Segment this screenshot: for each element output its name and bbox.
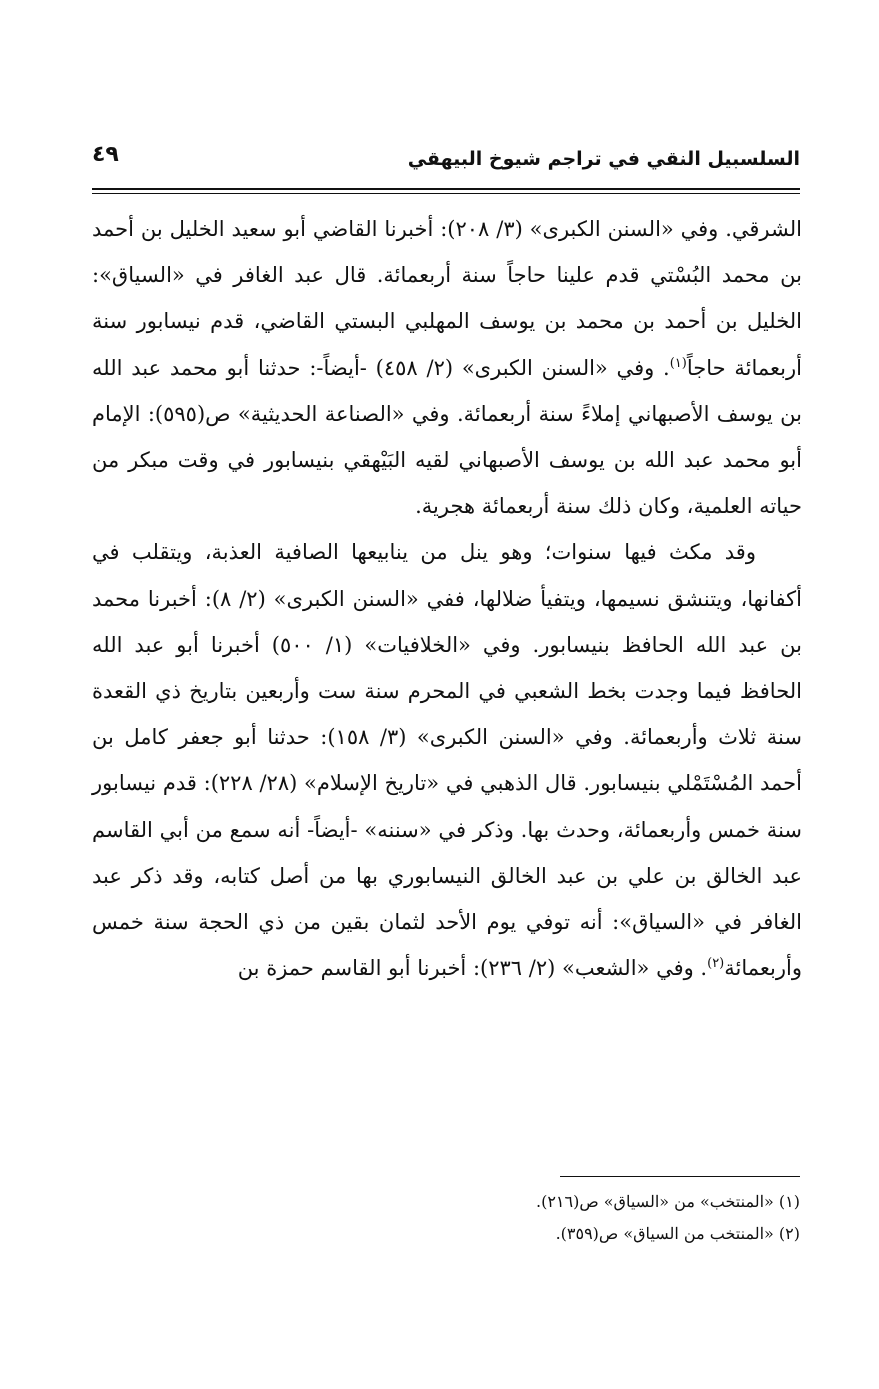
footnote-reference-2: (٢) — [707, 956, 725, 972]
paragraph-1 — [92, 206, 802, 529]
page-number: ٤٩ — [92, 142, 119, 167]
book-title: السلسبيل النقي في تراجم شيوخ البيهقي — [407, 148, 800, 170]
paragraph-1-text-a: الشرقي. وفي «السنن الكبرى» (٣/ ٢٠٨): أخبرنا القاضي أبو سعيد الخليل بن أحمد بن محمد البُسْتي قدم علينا حاجاً سنة أربعمائة. قال عبد الغافر في «السياق»: الخليل بن أحمد بن محمد بن يوسف المهلبي البستي القاضي، قدم نيسابور سنة أربعمائة حاجاً — [92, 217, 802, 380]
footnote-separator — [560, 1176, 800, 1177]
running-header — [92, 142, 800, 186]
paragraph-1-text-b: . وفي «السنن الكبرى» (٢/ ٤٥٨) -أيضاً-: حدثنا أبو محمد عبد الله بن يوسف الأصبهاني إملاءً سنة أربعمائة. وفي «الصناعة الحديثية» ص(٥٩٥): الإمام أبو محمد عبد الله بن يوسف الأصبهاني لقيه البَيْهقي بنيسابور في وقت مبكر من حياته العلمية، وكان ذلك سنة أربعمائة هجرية. — [92, 355, 803, 519]
paragraph-2-text-b: . وفي «الشعب» (٢/ ٢٣٦): أخبرنا أبو القاسم حمزة بن — [237, 956, 708, 981]
header-rule-thin — [92, 193, 800, 194]
footnote-2: (٢) «المنتخب من السياق» ص(٣٥٩). — [555, 1224, 800, 1243]
header-rule — [92, 188, 800, 190]
main-text — [92, 206, 802, 991]
footnote-1: (١) «المنتخب» من «السياق» ص(٢١٦). — [535, 1192, 800, 1211]
footnote-reference-1: (١) — [669, 355, 687, 371]
footnotes — [300, 1186, 800, 1250]
paragraph-2-text-a: وقد مكث فيها سنوات؛ وهو ينل من ينابيعها الصافية العذبة، ويتقلب في أكفانها، ويتنشق نسيمها، ويتفيأ ضلالها، ففي «السنن الكبرى» (٢/ ٨): أخبرنا محمد بن عبد الله الحافظ بنيسابور. وفي «الخلافيات» (١/ ٥٠٠) أخبرنا أبو عبد الله الحافظ فيما وجدت بخط الشعبي في المحرم سنة ست وأربعين بتاريخ ذي القعدة سنة ثلاث وأربعمائة. وفي «السنن الكبرى» (٣/ ١٥٨): حدثنا أبو جعفر كامل بن أحمد المُسْتَمْلي بنيسابور. قال الذهبي في «تاريخ الإسلام» (٢٨/ ٢٢٨): قدم نيسابور سنة خمس وأربعمائة، وحدث بها. وذكر في «سننه» -أيضاً- أنه سمع من أبي القاسم عبد الخالق بن علي بن عبد الخالق النيسابوري بها من أصل كتابه، وقد ذكر عبد الغافر في «السياق»: أنه توفي يوم الأحد لثمان بقين من ذي الحجة سنة خمس وأربعمائة — [92, 540, 802, 981]
paragraph-2 — [92, 529, 802, 991]
